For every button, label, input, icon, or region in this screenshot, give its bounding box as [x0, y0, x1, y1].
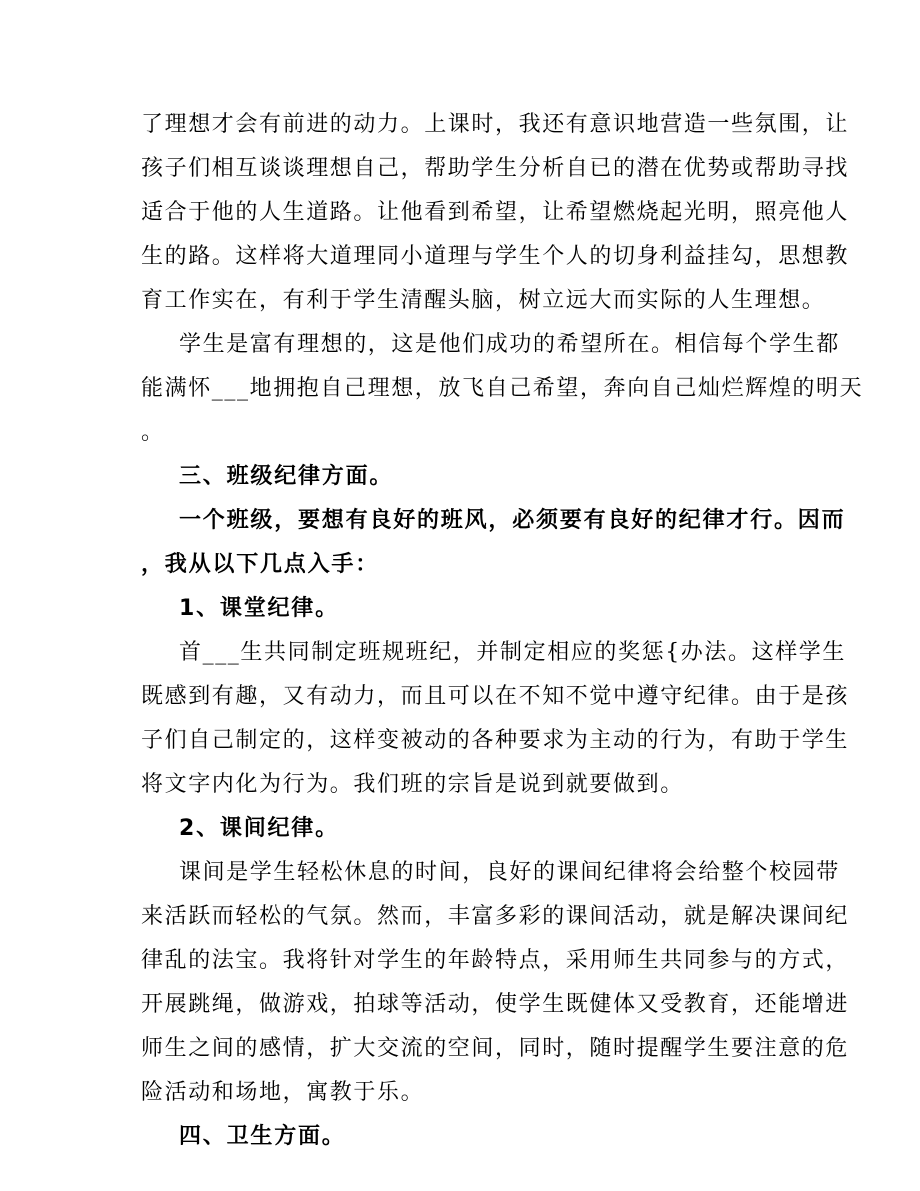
paragraph-line: 既感到有趣，又有动力，而且可以在不知不觉中遵守纪律。由于是孩 — [141, 684, 850, 709]
bold-paragraph-line: ，我从以下几点入手： — [141, 552, 380, 577]
paragraph-line: 将文字内化为行为。我们班的宗旨是说到就要做到。 — [141, 772, 684, 797]
paragraph-line: 险活动和场地，寓教于乐。 — [141, 1080, 425, 1105]
paragraph-line: 孩子们相互谈谈理想自己，帮助学生分析自已的潜在优势或帮助寻找 — [141, 156, 850, 181]
paragraph-line: 师生之间的感情，扩大交流的空间，同时，随时提醒学生要注意的危 — [141, 1036, 850, 1061]
paragraph-line: 律乱的法宝。我将针对学生的年龄特点，采用师生共同参与的方式， — [141, 948, 850, 973]
paragraph-line: 适合于他的人生道路。让他看到希望，让希望燃烧起光明，照亮他人 — [141, 200, 850, 225]
paragraph-line: 子们自己制定的，这样变被动的各种要求为主动的行为，有助于学生 — [141, 728, 850, 753]
section-heading: 四、卫生方面。 — [179, 1124, 346, 1149]
paragraph-line: 学生是富有理想的，这是他们成功的希望所在。相信每个学生都 — [179, 332, 840, 357]
paragraph-line: 育工作实在，有利于学生清醒头脑，树立远大而实际的人生理想。 — [141, 288, 826, 313]
paragraph-line: 来活跃而轻松的气氛。然而，丰富多彩的课间活动，就是解决课间纪 — [141, 904, 850, 929]
paragraph-line: 开展跳绳，做游戏，拍球等活动，使学生既健体又受教育，还能增进 — [141, 992, 850, 1017]
paragraph-line: 生的路。这样将大道理同小道理与学生个人的切身利益挂勾，思想教 — [141, 244, 850, 269]
section-heading: 三、班级纪律方面。 — [179, 464, 394, 489]
subsection-heading: 2、课间纪律。 — [179, 816, 339, 841]
paragraph-line: 了理想才会有前进的动力。上课时，我还有意识地营造一些氛围，让 — [141, 112, 850, 137]
paragraph-line: 首___生共同制定班规班纪，并制定相应的奖惩{办法。这样学生 — [179, 640, 846, 665]
paragraph-line: 课间是学生轻松休息的时间，良好的课间纪律将会给整个校园带 — [179, 860, 840, 885]
paragraph-line: 。 — [141, 420, 165, 445]
bold-paragraph-line: 一个班级，要想有良好的班风，必须要有良好的纪律才行。因而 — [179, 508, 846, 533]
paragraph-line: 能满怀___地拥抱自己理想，放飞自己希望，奔向自己灿烂辉煌的明天 — [141, 376, 864, 401]
subsection-heading: 1、课堂纪律。 — [179, 596, 339, 621]
